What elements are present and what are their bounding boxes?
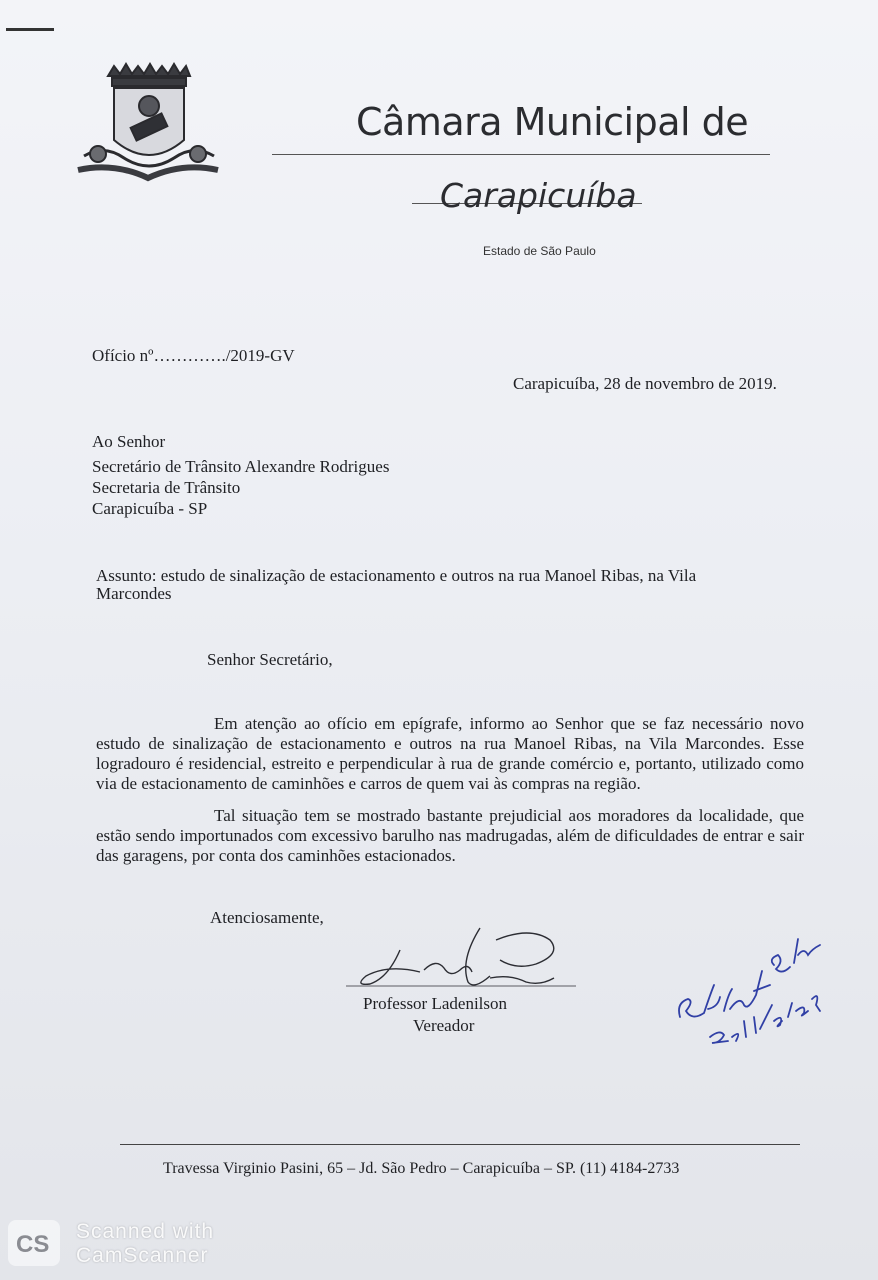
- subject-line: Marcondes: [96, 584, 172, 603]
- footer-rule: [120, 1144, 800, 1145]
- closing: Atenciosamente,: [210, 908, 324, 927]
- subject-line: Assunto: estudo de sinalização de estacionamento e outros na rua Manoel Ribas, na Vila: [96, 566, 697, 585]
- recipient-line: Carapicuíba - SP: [92, 499, 208, 518]
- camscanner-watermark: [0, 1216, 240, 1272]
- watermark-line2: CamScanner: [76, 1244, 209, 1267]
- svg-text:CS: CS: [16, 1231, 50, 1258]
- letter-date: Carapicuíba, 28 de novembro de 2019.: [513, 374, 777, 393]
- letterhead-title-line1: Câmara Municipal de: [356, 100, 749, 144]
- signature-scribble-icon: [340, 920, 580, 1000]
- letterhead-rule-top: [272, 154, 770, 155]
- letterhead-title-line2: Carapicuíba: [440, 176, 637, 215]
- watermark-line1: Scanned with: [76, 1220, 215, 1243]
- body-paragraph-2-text: Tal situação tem se mostrado bastante prejudicial aos moradores da localidade, que estão sendo importunados com excessivo barulho nas madrugadas, além de dificuldades de entrar e sair das garagens, por conta dos caminhões estacionados.: [96, 806, 804, 865]
- body-paragraph-1-text: Em atenção ao ofício em epígrafe, informo ao Senhor que se faz necessário novo estudo de sinalização de estacionamento e outros na rua Manoel Ribas, na Vila Marcondes. Esse logradouro é residencial, estreito e perpendicular à rua de grande comércio e, portanto, utilizado como via de estacionamento de caminhões e carros de quem vai às compras na região.: [96, 714, 804, 793]
- oficio-number: Ofício nº…………./2019-GV: [92, 346, 295, 365]
- camscanner-logo-icon: [8, 1220, 60, 1266]
- signer-role: Vereador: [413, 1016, 475, 1035]
- body-paragraph-2: [96, 806, 804, 866]
- signer-name: Professor Ladenilson: [363, 994, 508, 1013]
- footer-address: Travessa Virginio Pasini, 65 – Jd. São Pedro – Carapicuíba – SP. (11) 4184-2733: [163, 1160, 680, 1177]
- recipient-line: Ao Senhor: [92, 432, 166, 451]
- recipient-line: Secretário de Trânsito Alexandre Rodrigues: [92, 457, 390, 476]
- salutation: Senhor Secretário,: [207, 650, 333, 669]
- body-paragraph-1: [96, 714, 804, 794]
- recipient-line: Secretaria de Trânsito: [92, 478, 241, 497]
- scan-corner-mark: [6, 28, 54, 31]
- handwritten-receipt-note-icon: [670, 925, 840, 1045]
- camscanner-watermark-text: [76, 1220, 214, 1268]
- letterhead-subtitle: Estado de São Paulo: [483, 244, 596, 258]
- municipal-crest-icon: [74, 62, 222, 190]
